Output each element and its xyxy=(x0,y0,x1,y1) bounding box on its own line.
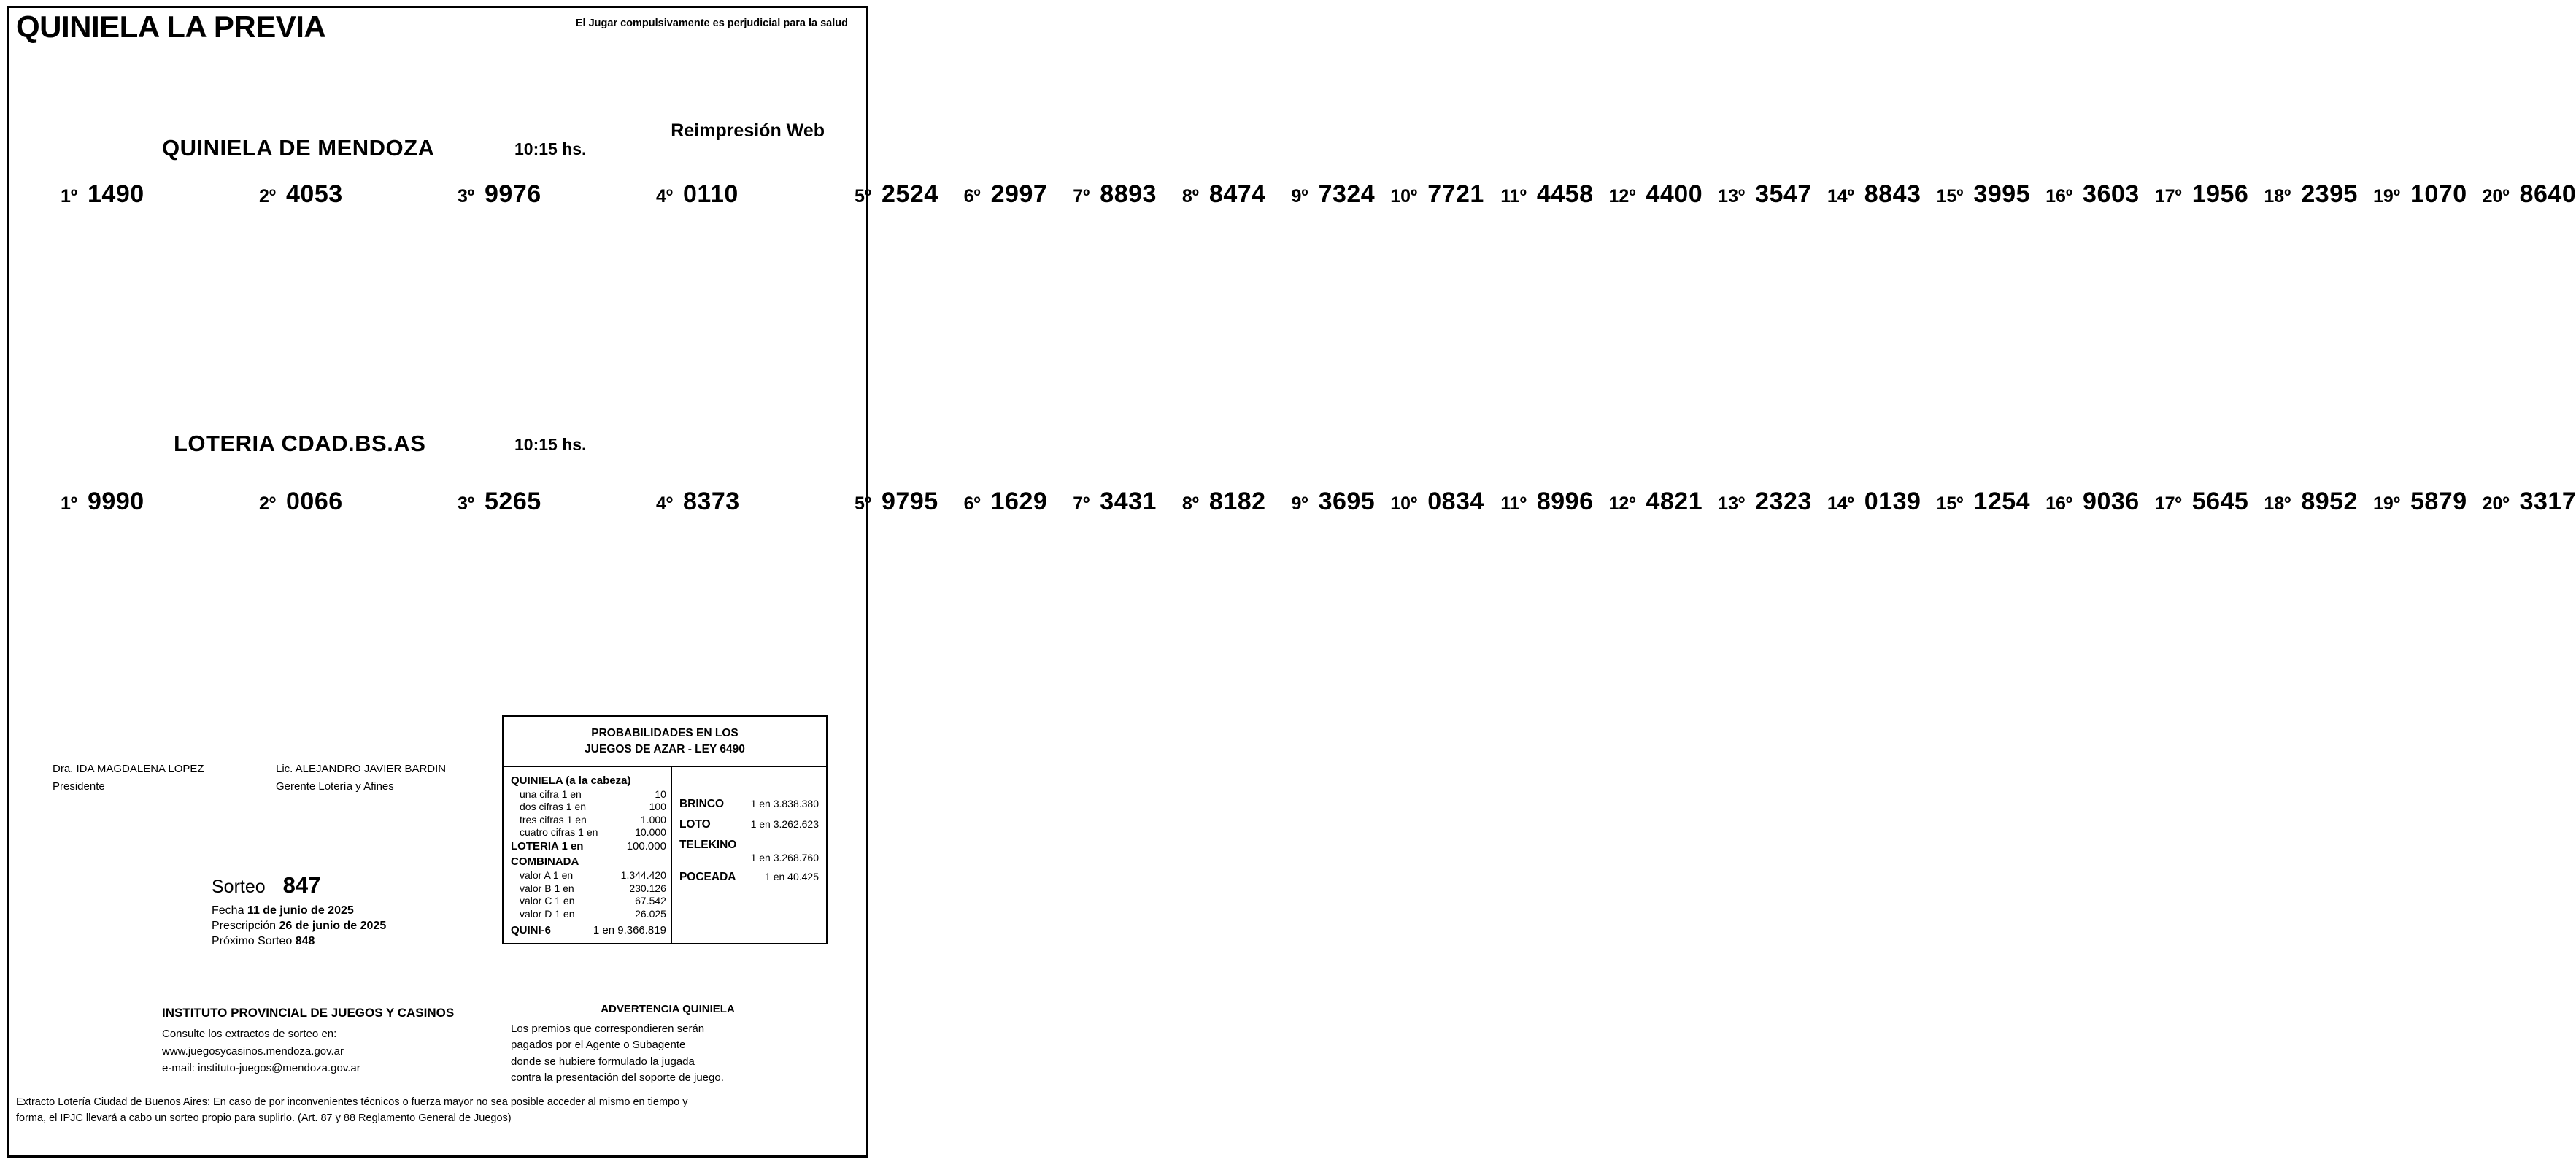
signature-name: Dra. IDA MAGDALENA LOPEZ xyxy=(53,763,204,775)
probability-value: 100 xyxy=(649,801,666,813)
probabilities-right-column xyxy=(672,767,826,943)
result-position: 18º xyxy=(2264,493,2291,514)
draw-header xyxy=(0,431,861,464)
result-number: 3547 xyxy=(1755,180,1812,208)
probabilities-left-column xyxy=(504,767,672,943)
result-item xyxy=(630,488,829,527)
result-number: 9795 xyxy=(882,488,938,515)
probability-row xyxy=(511,801,666,812)
game-value: 1 en 40.425 xyxy=(765,870,819,882)
result-position: 15º xyxy=(1936,493,1964,514)
probability-value: 67.542 xyxy=(635,895,666,907)
loteria-label: LOTERIA 1 en xyxy=(511,840,584,853)
result-number: 0066 xyxy=(286,488,343,515)
quini6-row xyxy=(511,924,666,936)
result-number: 8373 xyxy=(683,488,740,515)
result-item xyxy=(829,180,938,220)
result-item xyxy=(829,488,938,527)
result-position: 7º xyxy=(1073,186,1090,207)
result-number: 0139 xyxy=(1864,488,1921,515)
draw-section-ciudad xyxy=(0,431,2576,515)
signature-manager xyxy=(276,761,446,796)
result-number: 8996 xyxy=(1536,488,1594,515)
result-number: 8843 xyxy=(1864,180,1921,208)
result-number: 4400 xyxy=(1646,180,1703,208)
result-position: 13º xyxy=(1718,186,1746,207)
result-position: 4º xyxy=(655,493,673,514)
result-position: 1º xyxy=(60,493,77,514)
result-item xyxy=(1812,180,1921,220)
probability-value: 10.000 xyxy=(635,826,666,839)
probability-value: 230.126 xyxy=(629,882,666,894)
probability-label: dos cifras 1 en xyxy=(520,801,587,813)
result-position: 12º xyxy=(1608,493,1636,514)
result-number: 1254 xyxy=(1973,488,2031,515)
result-number: 8182 xyxy=(1208,488,1266,515)
game-value: 1 en 3.262.623 xyxy=(750,817,819,830)
loteria-value: 100.000 xyxy=(626,840,666,853)
result-number: 1070 xyxy=(2410,180,2467,208)
result-item xyxy=(35,180,234,220)
result-item xyxy=(1921,180,2030,220)
result-position: 5º xyxy=(854,186,871,207)
result-number: 4053 xyxy=(286,180,343,208)
probability-label: una cifra 1 en xyxy=(520,788,582,800)
footnote-line: forma, el IPJC llevará a cabo un sorteo propio para suplirlo. (Art. 87 y 88 Reglamento General de Juegos) xyxy=(16,1112,512,1124)
probability-value: 26.025 xyxy=(635,907,666,920)
result-position: 8º xyxy=(1181,493,1199,514)
combinada-header: COMBINADA xyxy=(511,855,579,869)
result-item xyxy=(1266,180,1376,220)
result-item xyxy=(1702,488,1812,527)
result-item xyxy=(2030,180,2140,220)
result-number: 5645 xyxy=(2191,488,2249,515)
sorteo-prescripcion xyxy=(212,920,474,933)
game-label: BRINCO xyxy=(679,797,725,810)
probability-label: cuatro cifras 1 en xyxy=(520,826,598,839)
sorteo-label: Sorteo xyxy=(212,877,266,897)
result-position: 9º xyxy=(1291,493,1308,514)
probability-label: tres cifras 1 en xyxy=(520,813,587,825)
probability-row xyxy=(511,826,666,838)
probabilities-body xyxy=(504,767,826,943)
quiniela-header: QUINIELA (a la cabeza) xyxy=(511,774,631,787)
result-item xyxy=(2140,488,2249,527)
result-position: 1º xyxy=(60,186,77,207)
result-position: 12º xyxy=(1608,186,1636,207)
game-label: POCEADA xyxy=(679,870,736,883)
game-probability-row xyxy=(679,818,822,831)
results-grid xyxy=(35,180,2576,220)
result-item xyxy=(2030,488,2140,527)
result-position: 15º xyxy=(1936,186,1964,207)
result-number: 7721 xyxy=(1427,180,1484,208)
result-number: 8893 xyxy=(1100,180,1157,208)
draw-name: LOTERIA CDAD.BS.AS xyxy=(174,431,426,456)
result-number: 3695 xyxy=(1318,488,1376,515)
result-item xyxy=(1593,180,1702,220)
results-grid xyxy=(35,488,2576,527)
result-item xyxy=(1157,180,1266,220)
result-number: 4821 xyxy=(1646,488,1703,515)
quini6-value: 1 en 9.366.819 xyxy=(593,923,666,936)
sorteo-fecha-label: Fecha xyxy=(212,904,244,917)
page-header xyxy=(16,9,848,44)
result-position: 11º xyxy=(1500,186,1527,207)
probabilities-title-line1: PROBABILIDADES EN LOS xyxy=(591,727,739,739)
result-position: 13º xyxy=(1718,493,1746,514)
result-item xyxy=(1375,488,1484,527)
signature-role: Gerente Lotería y Afines xyxy=(276,780,394,793)
probability-row xyxy=(511,869,666,881)
result-number: 3317 xyxy=(2519,488,2576,515)
result-item xyxy=(35,488,234,527)
result-item xyxy=(630,180,829,220)
loteria-row xyxy=(511,840,666,853)
result-item xyxy=(432,180,630,220)
result-number: 9990 xyxy=(88,488,144,515)
result-number: 0110 xyxy=(683,180,739,208)
result-position: 20º xyxy=(2482,493,2510,514)
result-item xyxy=(1047,488,1157,527)
footnote-line: Extracto Lotería Ciudad de Buenos Aires: En caso de por inconvenientes técnicos o fuerza mayor no sea posible acceder al mismo en tiempo y xyxy=(16,1096,688,1108)
result-number: 3431 xyxy=(1100,488,1157,515)
result-item xyxy=(1375,180,1484,220)
signature-president xyxy=(53,761,204,796)
result-number: 2997 xyxy=(990,180,1048,208)
result-item xyxy=(1484,180,1594,220)
result-item xyxy=(938,180,1048,220)
result-item xyxy=(2358,180,2467,220)
result-item xyxy=(432,488,630,527)
draw-section-mendoza xyxy=(0,135,2576,208)
result-item xyxy=(1593,488,1702,527)
result-position: 7º xyxy=(1073,493,1090,514)
sorteo-proximo xyxy=(212,935,474,948)
institute-email[interactable]: e-mail: instituto-juegos@mendoza.gov.ar xyxy=(162,1061,360,1074)
footnote xyxy=(16,1095,855,1127)
advertencia-line: Los premios que correspondieren serán xyxy=(511,1022,705,1035)
advertencia-title: ADVERTENCIA QUINIELA xyxy=(601,1003,735,1015)
probability-label: valor C 1 en xyxy=(520,895,575,907)
advertencia-line: pagados por el Agente o Subagente xyxy=(511,1039,686,1051)
result-position: 10º xyxy=(1390,186,1418,207)
game-probability-row xyxy=(679,871,822,884)
game-label: LOTO xyxy=(679,817,711,831)
game-label: TELEKINO xyxy=(679,838,737,851)
result-number: 1629 xyxy=(990,488,1048,515)
result-item xyxy=(2248,488,2358,527)
sorteo-number: 847 xyxy=(282,872,321,898)
sorteo-proximo-value: 848 xyxy=(295,935,315,947)
gambling-warning: El Jugar compulsivamente es perjudicial para la salud xyxy=(575,18,848,29)
probabilities-box xyxy=(502,715,828,944)
probability-row xyxy=(511,908,666,920)
draw-time: 10:15 hs. xyxy=(514,435,587,454)
institute-title: INSTITUTO PROVINCIAL DE JUEGOS Y CASINOS xyxy=(162,1006,455,1020)
result-number: 9036 xyxy=(2083,488,2140,515)
result-item xyxy=(1921,488,2030,527)
result-position: 16º xyxy=(2045,493,2073,514)
result-position: 8º xyxy=(1181,186,1199,207)
advertencia-line: donde se hubiere formulado la jugada xyxy=(511,1055,695,1068)
probabilities-title-line2: JUEGOS DE AZAR - LEY 6490 xyxy=(585,743,745,756)
result-number: 2395 xyxy=(2301,180,2358,208)
result-number: 1490 xyxy=(88,180,144,208)
result-position: 14º xyxy=(1827,493,1854,514)
result-number: 8640 xyxy=(2519,180,2576,208)
result-number: 5265 xyxy=(485,488,541,515)
result-position: 9º xyxy=(1291,186,1308,207)
result-item xyxy=(1484,488,1594,527)
result-position: 19º xyxy=(2373,186,2400,207)
result-item xyxy=(1157,488,1266,527)
result-position: 3º xyxy=(457,493,474,514)
game-probability-row xyxy=(679,839,822,863)
result-position: 17º xyxy=(2154,493,2182,514)
result-position: 5º xyxy=(854,493,871,514)
result-number: 7324 xyxy=(1318,180,1376,208)
probability-value: 1.344.420 xyxy=(620,869,666,882)
result-item xyxy=(234,180,432,220)
probability-row xyxy=(511,882,666,894)
sorteo-fecha-value: 11 de junio de 2025 xyxy=(247,904,354,917)
sorteo-fecha xyxy=(212,904,474,917)
institute-block xyxy=(162,1004,512,1077)
result-number: 3603 xyxy=(2083,180,2140,208)
result-position: 6º xyxy=(963,186,981,207)
result-position: 16º xyxy=(2045,186,2073,207)
result-number: 8474 xyxy=(1208,180,1266,208)
probability-value: 10 xyxy=(655,788,666,800)
result-position: 11º xyxy=(1500,493,1527,514)
result-item xyxy=(2358,488,2467,527)
result-item xyxy=(234,488,432,527)
result-item xyxy=(1702,180,1812,220)
reprint-label: Reimpresión Web xyxy=(671,120,825,141)
game-value: 1 en 3.838.380 xyxy=(750,797,819,809)
advertencia-line: contra la presentación del soporte de juego. xyxy=(511,1071,724,1084)
result-number: 0834 xyxy=(1427,488,1484,515)
institute-line: Consulte los extractos de sorteo en: xyxy=(162,1028,337,1041)
result-number: 2323 xyxy=(1755,488,1812,515)
result-number: 2524 xyxy=(882,180,938,208)
probability-row xyxy=(511,814,666,825)
result-number: 8952 xyxy=(2301,488,2358,515)
institute-website[interactable]: www.juegosycasinos.mendoza.gov.ar xyxy=(162,1044,344,1058)
result-position: 4º xyxy=(655,186,673,207)
probability-label: valor A 1 en xyxy=(520,869,574,882)
result-position: 18º xyxy=(2264,186,2291,207)
result-item xyxy=(938,488,1048,527)
result-number: 3995 xyxy=(1973,180,2031,208)
result-position: 3º xyxy=(457,186,474,207)
result-number: 5879 xyxy=(2410,488,2467,515)
draw-time: 10:15 hs. xyxy=(514,139,587,158)
result-position: 14º xyxy=(1827,186,1854,207)
result-item xyxy=(2140,180,2249,220)
result-item xyxy=(2248,180,2358,220)
sorteo-proximo-label: Próximo Sorteo xyxy=(212,935,293,947)
result-position: 20º xyxy=(2482,186,2510,207)
signature-name: Lic. ALEJANDRO JAVIER BARDIN xyxy=(276,763,447,775)
result-position: 10º xyxy=(1390,493,1418,514)
result-position: 19º xyxy=(2373,493,2400,514)
result-item xyxy=(1812,488,1921,527)
draw-header xyxy=(0,135,861,169)
game-value: 1 en 3.268.760 xyxy=(750,851,819,863)
game-probability-row xyxy=(679,798,822,811)
result-position: 2º xyxy=(258,493,276,514)
result-position: 6º xyxy=(963,493,981,514)
sorteo-heading xyxy=(212,872,474,898)
draw-name: QUINIELA DE MENDOZA xyxy=(162,135,435,161)
probabilities-title xyxy=(504,717,826,767)
signature-role: Presidente xyxy=(53,780,105,793)
result-item xyxy=(2467,488,2576,527)
result-item xyxy=(1266,488,1376,527)
result-number: 4458 xyxy=(1536,180,1594,208)
probability-label: valor D 1 en xyxy=(520,907,575,920)
probability-label: valor B 1 en xyxy=(520,882,574,894)
advertencia-block xyxy=(511,1001,825,1087)
probability-row xyxy=(511,895,666,907)
probability-row xyxy=(511,788,666,800)
sorteo-block xyxy=(212,872,474,950)
result-item xyxy=(1047,180,1157,220)
result-position: 2º xyxy=(258,186,276,207)
sorteo-prescripcion-value: 26 de junio de 2025 xyxy=(279,920,387,932)
result-item xyxy=(2467,180,2576,220)
quini6-label: QUINI-6 xyxy=(511,923,552,936)
page-border xyxy=(7,6,868,1158)
probability-value: 1.000 xyxy=(640,813,666,825)
page-title: QUINIELA LA PREVIA xyxy=(16,9,326,44)
result-number: 1956 xyxy=(2191,180,2249,208)
result-number: 9976 xyxy=(485,180,541,208)
sorteo-prescripcion-label: Prescripción xyxy=(212,920,277,932)
result-position: 17º xyxy=(2154,186,2182,207)
